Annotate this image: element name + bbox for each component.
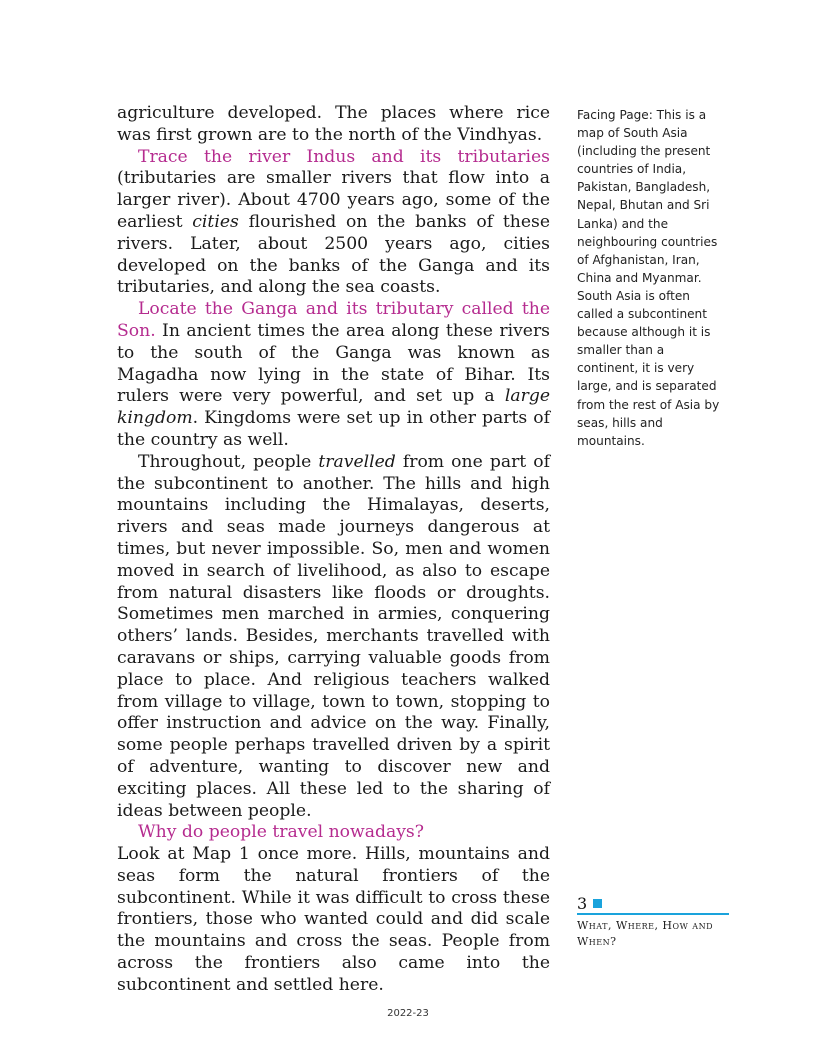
paragraph-4-text-b: from one part of the subcontinent to another. The hills and high mountains including the Himalayas, deserts, rivers and seas made journeys dangerous at times, but never impossible. So, men and women moved in search of livelihood, as also to escape from natural disasters like floods or droughts. Sometimes men marched in armies, conquering others’ lands. Besides, merchants travelled with caravans or ships, carrying valuable goods from place to place. And religious teachers walked from village to village, town to town, stopping to offer instruction and advice on the way. Finally, some people perhaps travelled driven by a spirit of adventure, wanting to discover new and exciting places. All these led to the sharing of ideas between people. — [117, 451, 550, 821]
paragraph-2-text-b: flourished on the banks of these rivers. Later, about 2500 years ago, cities developed on the banks of the Ganga and its tributaries, and along the sea coasts. — [117, 211, 550, 298]
activity-prompt-indus: Trace the river Indus and its tributaries — [138, 146, 550, 167]
paragraph-6: Look at Map 1 once more. Hills, mountains and seas form the natural frontiers of the subcontinent. While it was difficult to cross these frontiers, those who wanted could and did scale the mountains and cross the seas. People from across the frontiers also came into the subcontinent and settled here. — [117, 844, 550, 995]
page-number-square-marker — [593, 899, 602, 908]
running-title: What, Where, How and When? — [577, 919, 713, 948]
footer-year: 2022-23 — [387, 1008, 429, 1019]
page-number: 3 — [577, 894, 588, 913]
paragraph-3-text-a: In ancient times the area along these rivers to the south of the Ganga was known as Magadha now lying in the state of Bihar. Its rulers were very powerful, and set up a — [117, 320, 550, 407]
paragraph-2-text-a: (tributaries are smaller rivers that flow into a larger river). About 4700 years ago, some of the earliest — [117, 168, 550, 232]
footer-rule — [577, 913, 729, 915]
paragraph-3-text-b: . Kingdoms were set up in other parts of the country as well. — [117, 408, 550, 450]
sidebar-caption: Facing Page: This is a map of South Asia (including the present countries of India, Pakistan, Bangladesh, Nepal, Bhutan and Sri Lanka) and the neighbouring countries of Afghanistan, Iran, China and Myanmar. South Asia is often called a subcontinent because although it is smaller than a continent, it is very large, and is separated from the rest of Asia by seas, hills and mountains. — [577, 108, 720, 448]
emphasis-large-kingdom: large kingdom — [117, 386, 550, 429]
main-text-column — [117, 103, 550, 997]
question-travel-nowadays: Why do people travel nowadays? — [138, 822, 424, 843]
paragraph-4-text-a: Throughout, people — [138, 451, 319, 472]
paragraph-4 — [117, 452, 550, 823]
paragraph-2 — [117, 147, 550, 300]
emphasis-cities: cities — [192, 211, 239, 232]
emphasis-travelled: travelled — [318, 451, 396, 472]
paragraph-1: agriculture developed. The places where rice was first grown are to the north of the Vindhyas. — [117, 103, 550, 145]
paragraph-3 — [117, 299, 550, 452]
activity-prompt-ganga: Locate the Ganga and its tributary called the Son. — [117, 299, 550, 341]
